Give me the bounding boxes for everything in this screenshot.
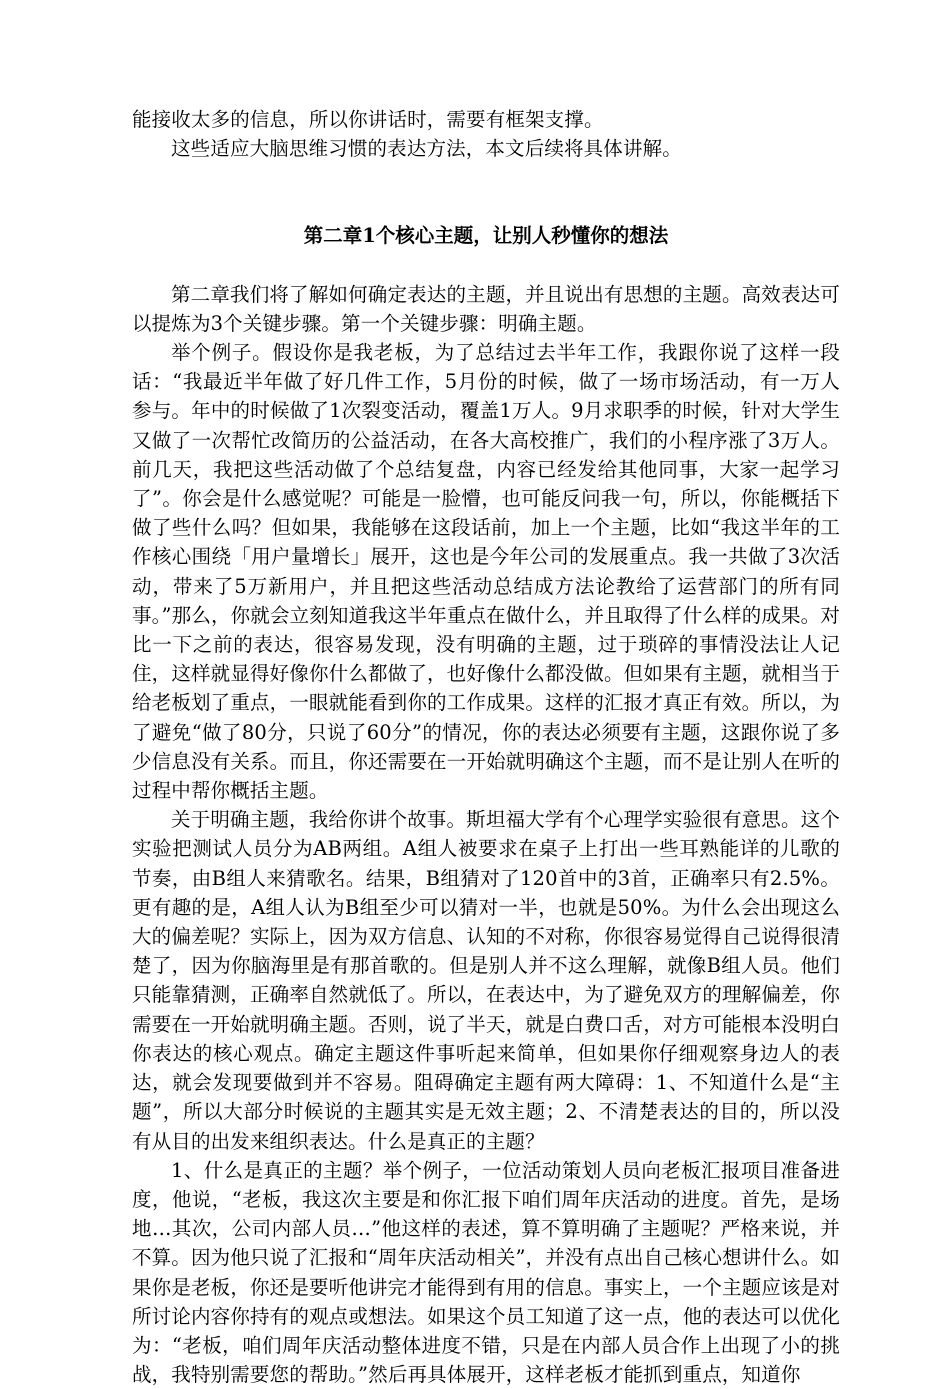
- document-page: [132, 105, 840, 1389]
- body-paragraph: 举个例子。假设你是我老板，为了总结过去半年工作，我跟你说了这样一段话：“我最近半年做了好几件工作，5月份的时候，做了一场市场活动，有一万人参与。年中的时候做了1次裂变活动，覆盖1万人。9月求职季的时候，针对大学生又做了一次帮忙改简历的公益活动，在各大高校推广，我们的小程序涨了3万人。前几天，我把这些活动做了个总结复盘，内容已经发给其他同事，大家一起学习了”。你会是什么感觉呢？可能是一脸懵，也可能反问我一句，所以，你能概括下做了些什么吗？但如果，我能够在这段话前，加上一个主题，比如“我这半年的工作核心围绕「用户量增长」展开，这也是今年公司的发展重点。我一共做了3次活动，带来了5万新用户，并且把这些活动总结成方法论教给了运营部门的所有同事。”那么，你就会立刻知道我这半年重点在做什么，并且取得了什么样的成果。对比一下之前的表达，很容易发现，没有明确的主题，过于琐碎的事情没法让人记住，这样就显得好像你什么都做了，也好像什么都没做。但如果有主题，就相当于给老板划了重点，一眼就能看到你的工作成果。这样的汇报才真正有效。所以，为了避免“做了80分，只说了60分”的情况，你的表达必须要有主题，这跟你说了多少信息没有关系。而且，你还需要在一开始就明确这个主题，而不是让别人在听的过程中帮你概括主题。: [132, 341, 840, 803]
- body-paragraph: 关于明确主题，我给你讲个故事。斯坦福大学有个心理学实验很有意思。这个实验把测试人员分为AB两组。A组人被要求在桌子上打出一些耳熟能详的儿歌的节奏，由B组人来猜歌名。结果，B组猜对了120首中的3首，正确率只有2.5%。更有趣的是，A组人认为B组至少可以猜对一半，也就是50%。为什么会出现这么大的偏差呢？实际上，因为双方信息、认知的不对称，你很容易觉得自己说得很清楚了，因为你脑海里是有那首歌的。但是别人并不这么理解，就像B组人员。他们只能靠猜测，正确率自然就低了。所以，在表达中，为了避免双方的理解偏差，你需要在一开始就明确主题。否则，说了半天，就是白费口舌，对方可能根本没明白你表达的核心观点。确定主题这件事听起来简单，但如果你仔细观察身边人的表达，就会发现要做到并不容易。阻碍确定主题有两大障碍：1、不知道什么是“主题”，所以大部分时候说的主题其实是无效主题；2、不清楚表达的目的，所以没有从目的出发来组织表达。什么是真正的主题？: [132, 808, 840, 1153]
- intro-paragraph-continuation: 能接收太多的信息，所以你讲话时，需要有框架支撑。: [132, 108, 604, 131]
- intro-paragraph: 这些适应大脑思维习惯的表达方法，本文后续将具体讲解。: [171, 137, 682, 161]
- body-paragraph: 第二章我们将了解如何确定表达的主题，并且说出有思想的主题。高效表达可以提炼为3个关键步骤。第一个关键步骤：明确主题。: [132, 282, 840, 335]
- body-paragraph: 1、什么是真正的主题？举个例子，一位活动策划人员向老板汇报项目准备进度，他说，“老板，我这次主要是和你汇报下咱们周年庆活动的进度。首先，是场地…其次，公司内部人员…”他这样的表述，算不算明确了主题呢？严格来说，并不算。因为他只说了汇报和“周年庆活动相关”，并没有点出自己核心想讲什么。如果你是老板，你还是要听他讲完才能得到有用的信息。事实上，一个主题应该是对所讨论内容你持有的观点或想法。如果这个员工知道了这一点，他的表达可以优化为：“老板，咱们周年庆活动整体进度不错，只是在内部人员合作上出现了小的挑战，我特别需要您的帮助。”然后再具体展开，这样老板才能抓到重点，知道你: [132, 1158, 840, 1387]
- chapter-title: 第二章1个核心主题，让别人秒懂你的想法: [303, 224, 669, 248]
